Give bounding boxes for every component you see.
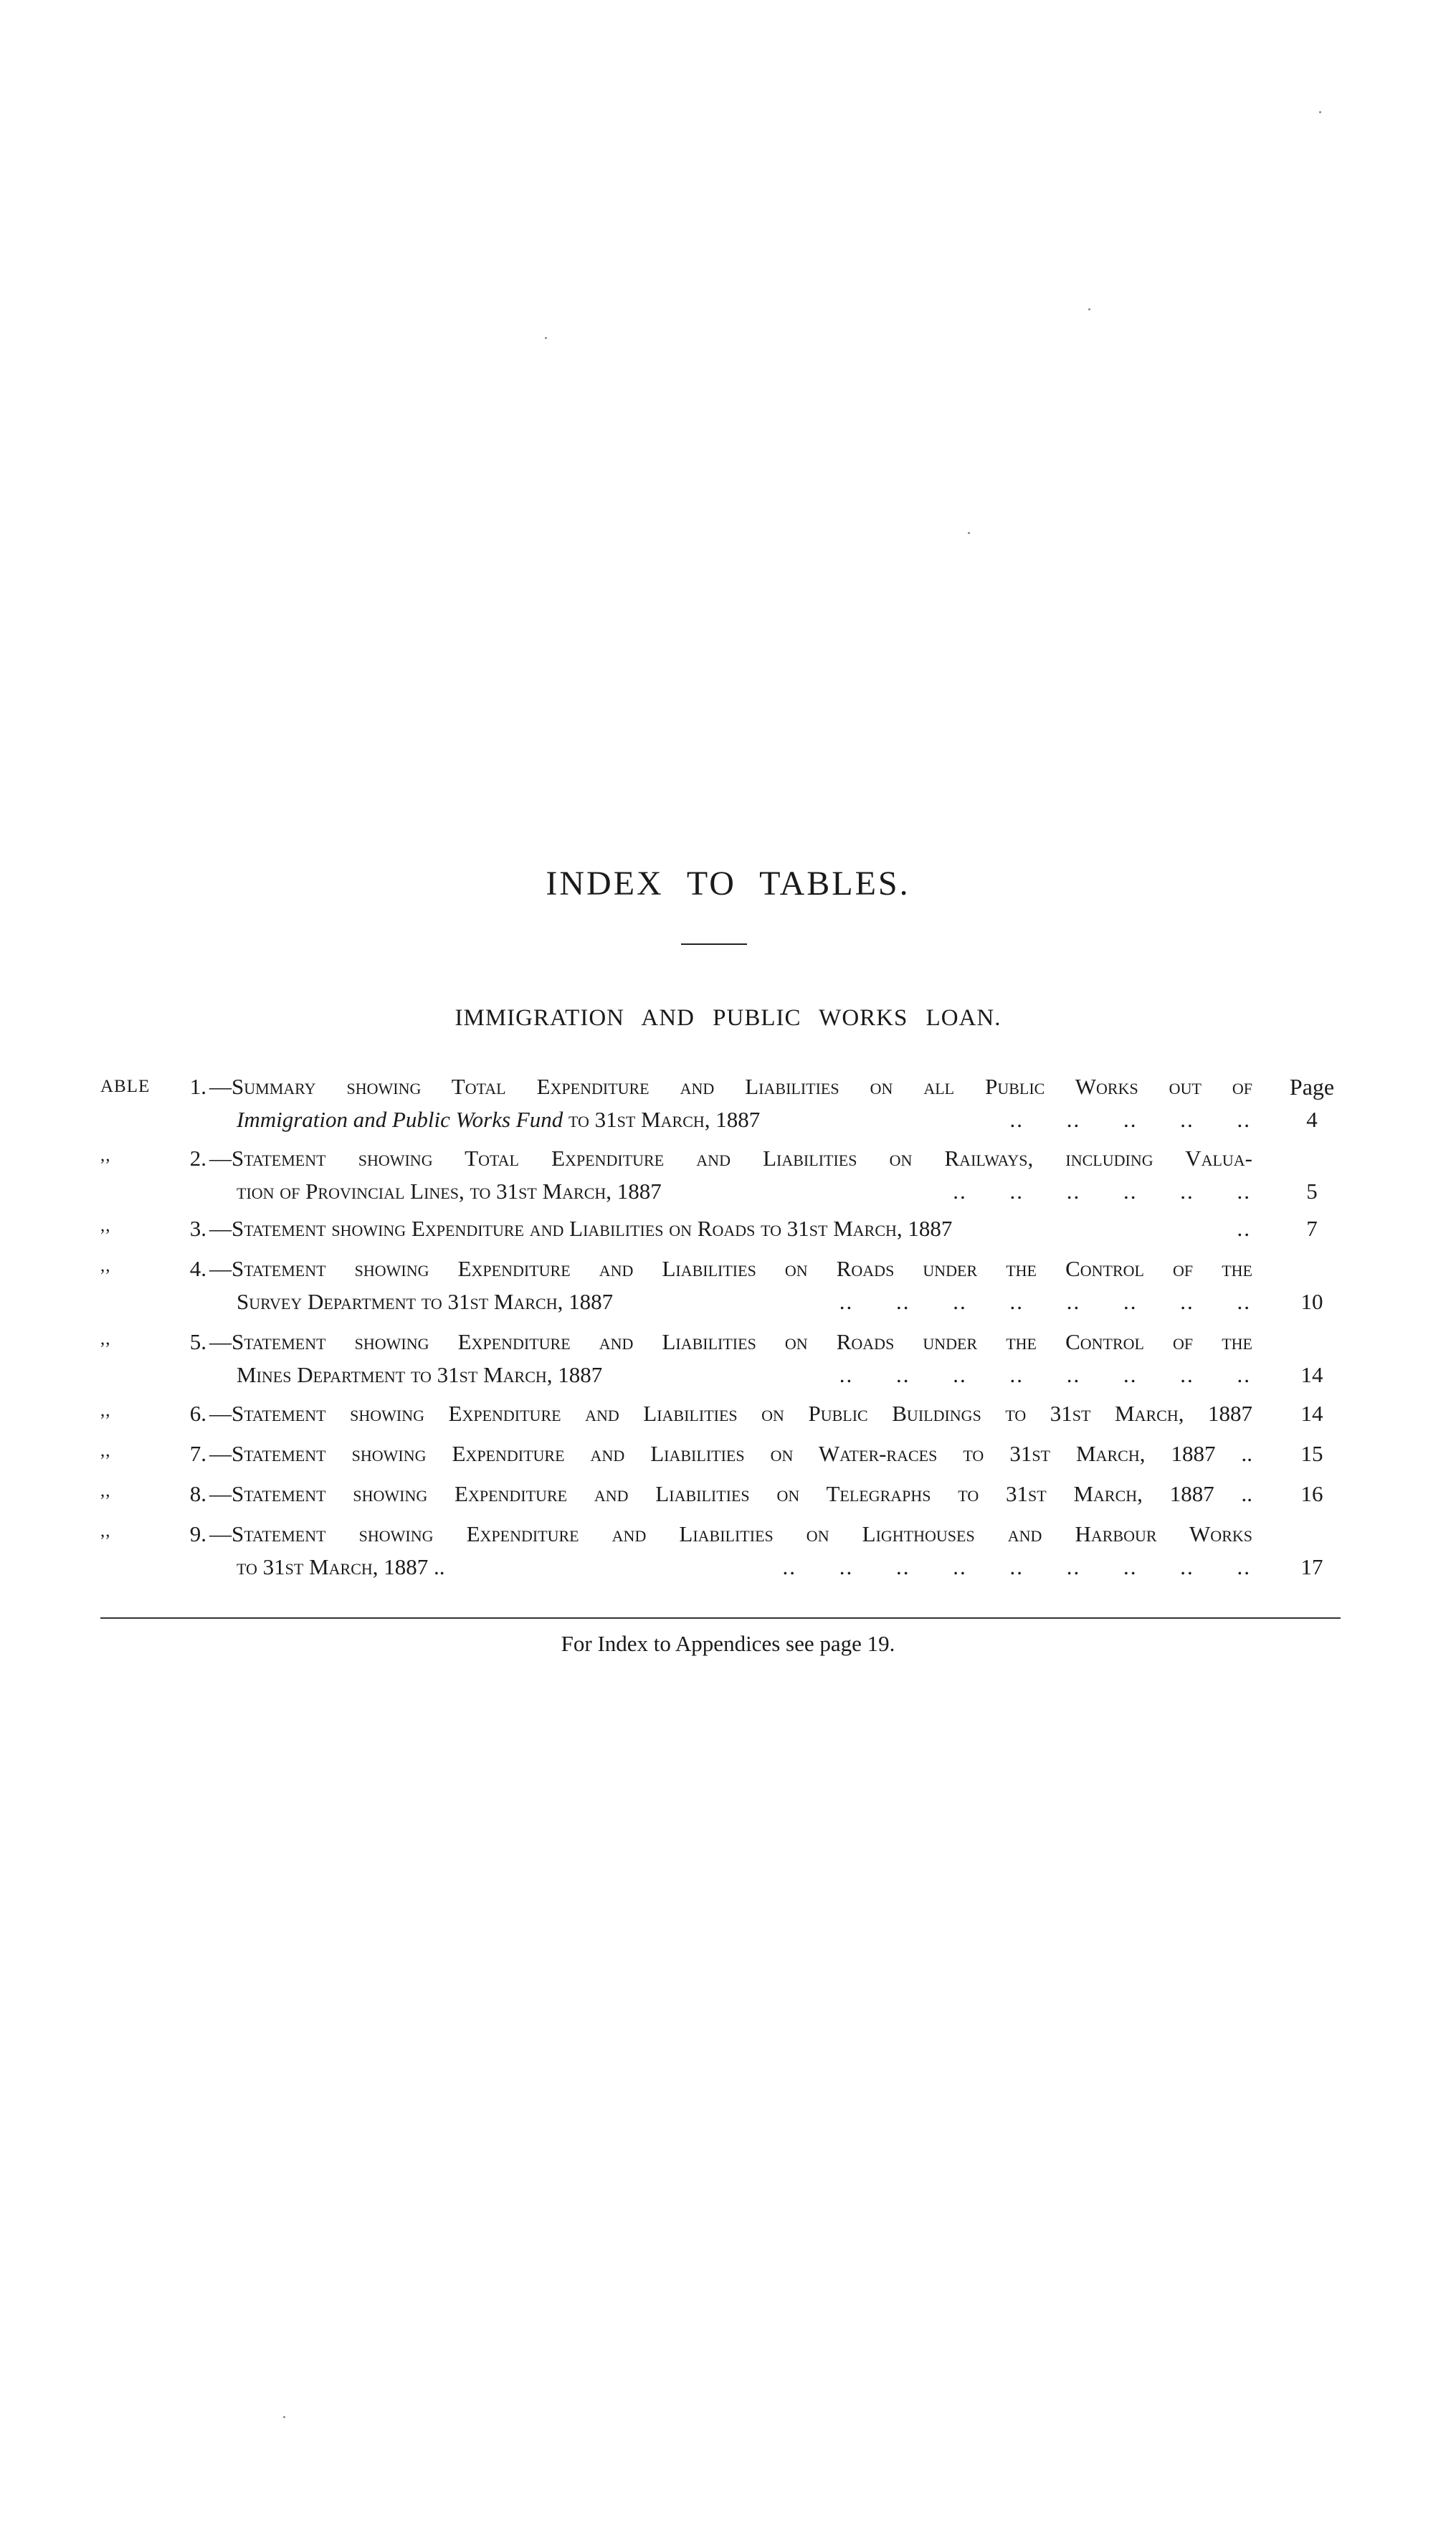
entry-title-line2: Survey Department to 31st March, 1887 <box>237 1289 614 1314</box>
entry-page-number: 14 <box>1300 1401 1323 1426</box>
entry-title-line2: tion of Provincial Lines, to 31st March, 1887 <box>237 1179 662 1204</box>
entry-page-number: 16 <box>1300 1481 1323 1506</box>
entry-number: 5. <box>189 1329 206 1354</box>
section-heading: IMMIGRATION AND PUBLIC WORKS LOAN. <box>455 1005 1001 1031</box>
entry-prefix: ,, <box>100 1401 111 1420</box>
entry-title-rest: to 31st March, 1887 <box>563 1107 761 1132</box>
entry-prefix: ,, <box>100 1481 111 1500</box>
entry-number: 6. <box>189 1401 206 1426</box>
entry-title-italic: Immigration and Public Works Fund <box>237 1107 563 1132</box>
entry-number: 4. <box>189 1256 206 1281</box>
entry-number: 3. <box>189 1216 206 1241</box>
leader-dots: .. .. .. .. .. .. .. .. .. <box>782 1554 1251 1579</box>
entry-title-line2: Mines Department to 31st March, 1887 <box>237 1362 603 1387</box>
page-title: INDEX TO TABLES. <box>546 865 910 903</box>
page-column-header: Page <box>1289 1074 1335 1100</box>
entry-title-line1: —Statement showing Expenditure and Liabilities on Telegraphs to 31st March, 1887 .. <box>209 1481 1252 1506</box>
entry-number: 1. <box>189 1074 206 1099</box>
entry-page-number: 15 <box>1300 1441 1323 1466</box>
leader-dots: .. <box>1237 1216 1251 1241</box>
leader-dots: .. .. .. .. .. .. .. .. <box>839 1362 1251 1387</box>
entry-page-number: 14 <box>1300 1362 1323 1387</box>
entry-title-line1: —Statement showing Expenditure and Liabilities on Roads to 31st March, 1887 <box>209 1216 953 1241</box>
entry-title-line1: —Statement showing Expenditure and Liabilities on Lighthouses and Harbour Works <box>209 1521 1252 1546</box>
entry-title-line1: —Statement showing Expenditure and Liabilities on Public Buildings to 31st March, 1887 <box>209 1401 1252 1426</box>
entry-prefix: ,, <box>100 1216 111 1235</box>
paper-speck <box>1319 111 1321 113</box>
entry-title-line1: —Statement showing Expenditure and Liabilities on Roads under the Control of the <box>209 1256 1252 1281</box>
leader-dots: .. .. .. .. .. .. .. .. <box>839 1289 1251 1314</box>
entry-number: 2. <box>189 1146 206 1171</box>
footnote: For Index to Appendices see page 19. <box>561 1631 895 1656</box>
entry-page-number: 10 <box>1300 1289 1323 1314</box>
title-rule <box>681 943 747 945</box>
entry-prefix: ,, <box>100 1441 111 1460</box>
paper-speck <box>545 337 547 339</box>
entry-prefix: ,, <box>100 1146 111 1165</box>
entry-prefix: ,, <box>100 1329 111 1349</box>
entry-number: 8. <box>189 1481 206 1506</box>
entry-number: 9. <box>189 1521 206 1546</box>
paper-speck <box>1088 308 1090 310</box>
entry-title-line1: —Statement showing Total Expenditure and Liabilities on Railways, including Valua- <box>209 1146 1252 1171</box>
entry-title-line2: to 31st March, 1887 .. <box>237 1554 445 1579</box>
entry-page-number: 4 <box>1306 1107 1318 1132</box>
bottom-rule <box>100 1617 1341 1619</box>
entry-page-number: 7 <box>1306 1216 1318 1241</box>
leader-dots: .. .. .. .. .. <box>1009 1107 1251 1132</box>
entry-page-number: 17 <box>1300 1554 1323 1579</box>
entry-title-line1: —Summary showing Total Expenditure and Liabilities on all Public Works out of <box>209 1074 1252 1099</box>
entry-title-line1: —Statement showing Expenditure and Liabilities on Water-races to 31st March, 1887 .. <box>209 1441 1252 1466</box>
entry-prefix: ,, <box>100 1521 111 1541</box>
entry-prefix: ,, <box>100 1256 111 1275</box>
leader-dots: .. .. .. .. .. .. <box>953 1179 1251 1204</box>
paper-speck <box>283 2416 285 2418</box>
entry-page-number: 5 <box>1306 1179 1318 1204</box>
entry-title-line1: —Statement showing Expenditure and Liabilities on Roads under the Control of the <box>209 1329 1252 1354</box>
paper-speck <box>968 532 970 534</box>
entry-number: 7. <box>189 1441 206 1466</box>
entry-prefix: ABLE <box>100 1077 151 1096</box>
